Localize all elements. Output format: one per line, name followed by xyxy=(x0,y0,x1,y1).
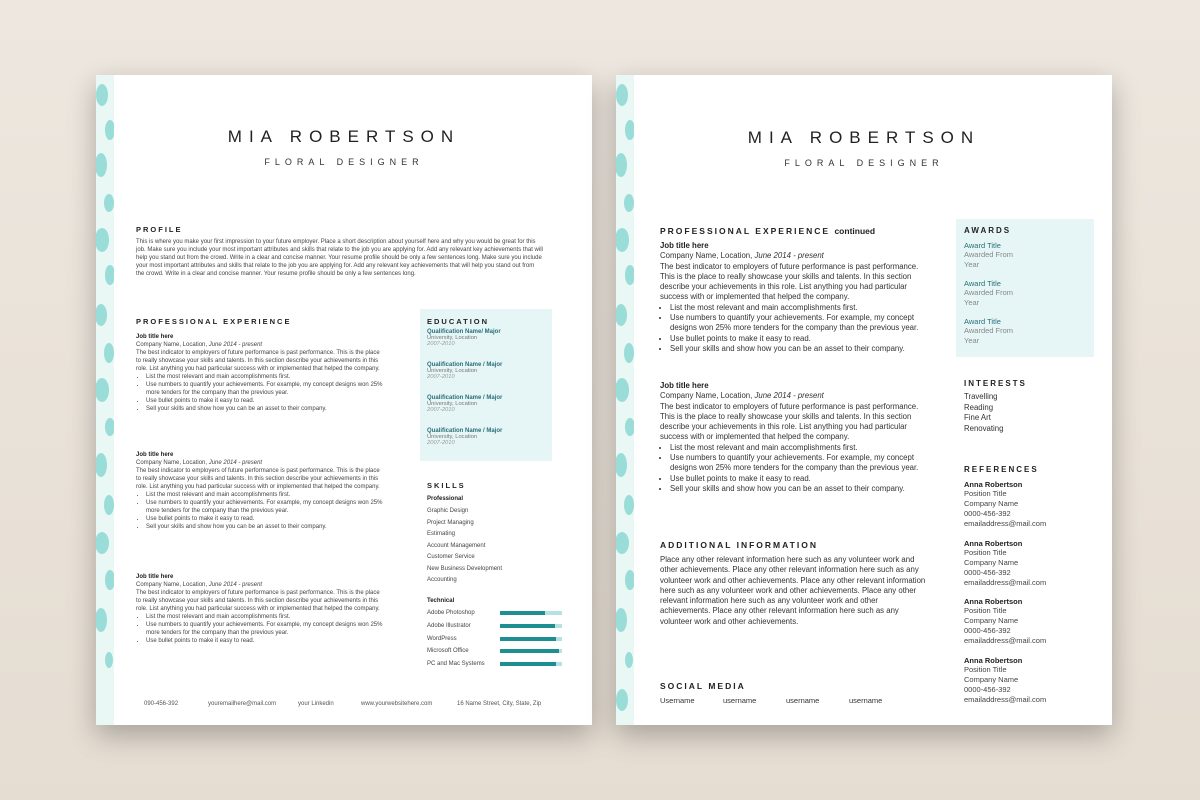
skill-level-bar xyxy=(500,611,562,615)
education-qualification: Qualification Name / Major xyxy=(427,428,503,434)
skill-level-bar xyxy=(500,662,562,666)
job-description: The best indicator to employers of future performance is past performance. This is the place to really showcase your skills and talents. In this section describe your achievements in this role. List anything you had particular success with or implemented that helped the company. xyxy=(136,350,380,372)
job-company-location: Company Name, Location, xyxy=(660,391,755,401)
professional-skill: Accounting xyxy=(427,577,457,583)
education-qualification: Qualification Name/ Major xyxy=(427,329,501,335)
job-company-location: Company Name, Location, xyxy=(136,460,209,466)
award-from: Awarded From xyxy=(964,326,1014,335)
resume-page-2 xyxy=(616,75,1112,725)
footer-address: 16 Name Street, City, State, Zip xyxy=(457,701,542,707)
skill-level-bar xyxy=(500,624,562,628)
education-years: 2007-2010 xyxy=(427,374,455,380)
professional-skill: New Business Development xyxy=(427,565,503,572)
job-bullet: • Use bullet points to make it easy to read. xyxy=(670,474,932,484)
resume-page-1 xyxy=(96,75,592,725)
education-years: 2007-2010 xyxy=(427,407,455,413)
resume-title: FLORAL DESIGNER xyxy=(264,157,424,167)
job-description: The best indicator to employers of future performance is past performance. This is the place to really showcase your skills and talents. In this section describe your achievements in this role. List anything you had particular success with or implemented that helped the company. xyxy=(136,590,380,612)
social-media-handle[interactable]: username xyxy=(849,696,883,705)
reference-company: Company Name xyxy=(964,499,1019,508)
reference-email[interactable]: emailaddress@mail.com xyxy=(964,694,1047,704)
footer-linkedin[interactable]: your Linkedin xyxy=(298,701,334,707)
interests-heading: INTERESTS xyxy=(964,379,1027,388)
award-from: Awarded From xyxy=(964,250,1014,259)
references-heading: REFERENCES xyxy=(964,465,1039,474)
job-bullet: • Sell your skills and show how you can be an asset to their company. xyxy=(146,523,384,531)
job-bullet: • Use numbers to quantify your achievements. For example, my concept designs won 25% more tenders for the company than the previous year. xyxy=(146,621,384,637)
reference-name: Anna Robertson xyxy=(964,538,1023,548)
job-bullet: • Sell your skills and show how you can be an asset to their company. xyxy=(670,484,932,494)
reference-company: Company Name xyxy=(964,557,1019,567)
job-bullets xyxy=(660,443,932,494)
experience-heading: PROFESSIONAL EXPERIENCE xyxy=(660,226,831,236)
skill-level-fill xyxy=(500,637,556,641)
profile-text: This is where you make your first impression to your future employer. Place a short description about yourself here and why you would be great for this job. Make sure you include your most important attributes and skills that relate to the job you are applying for. Add any relevant key achievements that will help you stand out from the crowd. Write in a clear and concise manner. Your resume profile should be only a few sentences long. Make sure you include your most important attributes and skills that relate to the job you are applying for. Add any relevant key achievements that will help you stand out from the crowd. Write in a clear and concise manner. Your resume profile should be only a few sentences long. xyxy=(136,239,543,277)
professional-skills-label: Professional xyxy=(427,496,464,502)
education-university: University, Location xyxy=(427,401,478,407)
awards-heading: AWARDS xyxy=(964,226,1012,235)
skill-level-fill xyxy=(500,611,545,615)
technical-skill: WordPress xyxy=(427,635,457,642)
education-item xyxy=(427,362,502,380)
job-entry xyxy=(660,381,932,494)
job-bullets xyxy=(660,303,932,354)
job-bullet: • Use numbers to quantify your achievements. For example, my concept designs won 25% more tenders for the company than the previous year. xyxy=(146,381,384,397)
interest-item: Renovating xyxy=(964,423,1004,433)
education-qualification: Qualification Name / Major xyxy=(427,362,503,368)
experience-heading: PROFESSIONAL EXPERIENCE xyxy=(136,317,292,326)
job-entry xyxy=(136,451,384,531)
job-bullet: • Use bullet points to make it easy to read. xyxy=(146,637,384,645)
education-box xyxy=(420,309,552,461)
watercolor-leaf-stripe xyxy=(96,75,114,725)
additional-info-text: Place any other relevant information here such as any volunteer work and other achievements. Place any other relevant information here such as any volunteer work and other achievements. Place any other relevant information here such as any volunteer work and other achievements. Place any other relevant information here such as any volunteer work and other achievements. Place any other relevant information here such as any volunteer work and other achievements. xyxy=(660,555,926,626)
professional-skill: Project Managing xyxy=(427,519,474,526)
awards-box xyxy=(956,219,1094,357)
skills-heading: SKILLS xyxy=(427,481,466,490)
job-company xyxy=(136,459,384,467)
reference-phone: 0000-456-392 xyxy=(964,509,1011,518)
education-item xyxy=(427,395,502,413)
technical-skill: Microsoft Office xyxy=(427,648,469,655)
reference-email[interactable]: emailaddress@mail.com xyxy=(964,519,1047,528)
professional-skill: Estimating xyxy=(427,531,456,537)
job-bullet: • List the most relevant and main accomplishments first. xyxy=(146,613,384,621)
job-bullet: • Use numbers to quantify your achievements. For example, my concept designs won 25% more tenders for the company than the previous year. xyxy=(670,453,932,474)
continued-label: continued xyxy=(834,226,876,236)
job-bullets xyxy=(136,613,384,645)
reference-item xyxy=(964,656,1046,705)
reference-item xyxy=(964,597,1046,646)
social-media-handle[interactable]: username xyxy=(786,696,820,705)
job-bullet: • List the most relevant and main accomplishments first. xyxy=(146,491,384,499)
award-item xyxy=(964,279,1013,308)
skill-level-bar xyxy=(500,637,562,641)
education-university: University, Location xyxy=(427,335,478,341)
job-dates: June 2014 - present xyxy=(754,251,824,261)
interest-item: Travelling xyxy=(964,392,998,401)
job-bullets xyxy=(136,491,384,531)
job-dates: June 2014 - present xyxy=(208,342,263,348)
job-company-location: Company Name, Location, xyxy=(136,342,209,348)
professional-skill: Graphic Design xyxy=(427,508,469,514)
skill-level-bar xyxy=(500,649,562,653)
interest-item: Fine Art xyxy=(964,413,991,422)
job-company xyxy=(136,341,384,349)
social-media-heading: SOCIAL MEDIA xyxy=(660,681,746,691)
job-bullet: • Sell your skills and show how you can be an asset to their company. xyxy=(670,344,932,354)
award-year: Year xyxy=(964,298,980,307)
technical-skill: Adobe Illustrator xyxy=(427,622,471,629)
profile-heading: PROFILE xyxy=(136,225,183,234)
job-title: Job title here xyxy=(136,574,174,580)
job-entry xyxy=(660,241,932,354)
award-title: Award Title xyxy=(964,279,1001,288)
additional-info-heading: ADDITIONAL INFORMATION xyxy=(660,540,818,550)
award-year: Year xyxy=(964,260,980,269)
education-item xyxy=(427,329,501,347)
resume-name: MIA ROBERTSON xyxy=(227,127,461,146)
professional-skill: Customer Service xyxy=(427,554,475,560)
reference-position: Position Title xyxy=(964,547,1007,557)
professional-skill: Account Management xyxy=(427,542,486,549)
reference-item xyxy=(964,480,1046,529)
experience-continued-heading xyxy=(660,226,875,236)
job-description: The best indicator to employers of future performance is past performance. This is the place to really showcase your skills and talents. In this section describe your achievements in this role. List anything you had particular success with or implemented that helped the company. xyxy=(136,468,380,490)
award-title: Award Title xyxy=(964,317,1001,326)
education-qualification: Qualification Name / Major xyxy=(427,395,503,401)
job-company-location: Company Name, Location, xyxy=(660,251,755,261)
reference-email[interactable]: emailaddress@mail.com xyxy=(964,636,1047,645)
job-bullet: • List the most relevant and main accomplishments first. xyxy=(670,303,932,313)
job-entry xyxy=(136,333,384,413)
footer-phone: 090-456-392 xyxy=(144,701,179,707)
job-bullet: • Use numbers to quantify your achievements. For example, my concept designs won 25% more tenders for the company than the previous year. xyxy=(670,313,932,334)
education-years: 2007-2010 xyxy=(427,341,455,347)
education-heading: EDUCATION xyxy=(427,317,490,326)
footer-email[interactable]: youremailhere@mail.com xyxy=(208,701,277,707)
reference-item xyxy=(964,539,1046,588)
job-entry xyxy=(136,573,384,645)
job-description: The best indicator to employers of future performance is past performance. This is the place to really showcase your skills and talents. In this section describe your achievements in this role. List anything you had particular success with or implemented that helped the company. xyxy=(660,401,919,442)
technical-skill: Adobe Photoshop xyxy=(427,610,475,616)
job-bullet: • Use bullet points to make it easy to read. xyxy=(146,515,384,523)
reference-company: Company Name xyxy=(964,674,1019,684)
education-item xyxy=(427,428,502,446)
footer-website[interactable]: www.yourwebsitehere.com xyxy=(361,701,433,707)
award-item xyxy=(964,317,1013,346)
job-dates: June 2014 - present xyxy=(208,582,263,588)
reference-position: Position Title xyxy=(964,664,1007,674)
job-bullets xyxy=(136,373,384,413)
job-title: Job title here xyxy=(136,452,174,458)
job-dates: June 2014 - present xyxy=(754,391,824,401)
skill-level-fill xyxy=(500,624,555,628)
resume-title: FLORAL DESIGNER xyxy=(784,158,944,168)
job-title: Job title here xyxy=(660,381,709,390)
education-years: 2007-2010 xyxy=(427,440,455,446)
reference-name: Anna Robertson xyxy=(964,480,1023,489)
reference-name: Anna Robertson xyxy=(964,655,1023,665)
reference-position: Position Title xyxy=(964,489,1007,498)
reference-email[interactable]: emailaddress@mail.com xyxy=(964,577,1047,587)
job-bullet: • Use bullet points to make it easy to read. xyxy=(670,334,932,344)
technical-skill: PC and Mac Systems xyxy=(427,661,485,668)
award-year: Year xyxy=(964,336,980,345)
job-bullet: • Use numbers to quantify your achievements. For example, my concept designs won 25% more tenders for the company than the previous year. xyxy=(146,499,384,515)
job-title: Job title here xyxy=(660,241,709,250)
job-title: Job title here xyxy=(136,334,174,340)
reference-position: Position Title xyxy=(964,606,1007,615)
social-media-handle[interactable]: username xyxy=(723,696,757,705)
award-title: Award Title xyxy=(964,241,1001,250)
reference-phone: 0000-456-392 xyxy=(964,684,1011,694)
award-item xyxy=(964,241,1013,270)
job-bullet: • Sell your skills and show how you can be an asset to their company. xyxy=(146,405,384,413)
job-bullet: • List the most relevant and main accomplishments first. xyxy=(146,373,384,381)
watercolor-leaf-stripe xyxy=(616,75,634,725)
reference-phone: 0000-456-392 xyxy=(964,626,1011,635)
reference-company: Company Name xyxy=(964,616,1019,625)
reference-name: Anna Robertson xyxy=(964,597,1023,606)
social-media-handle[interactable]: Username xyxy=(660,696,695,705)
job-company xyxy=(660,251,932,261)
job-company-location: Company Name, Location, xyxy=(136,582,209,588)
skill-level-fill xyxy=(500,662,556,666)
job-dates: June 2014 - present xyxy=(208,460,263,466)
job-company xyxy=(136,581,384,589)
education-university: University, Location xyxy=(427,368,478,374)
reference-phone: 0000-456-392 xyxy=(964,567,1011,577)
education-university: University, Location xyxy=(427,434,478,440)
job-description: The best indicator to employers of future performance is past performance. This is the place to really showcase your skills and talents. In this section describe your achievements in this role. List anything you had particular success with or implemented that helped the company. xyxy=(660,261,919,302)
award-from: Awarded From xyxy=(964,288,1014,297)
technical-skills-label: Technical xyxy=(427,598,455,604)
interest-item: Reading xyxy=(964,402,994,412)
resume-name: MIA ROBERTSON xyxy=(747,128,981,147)
job-company xyxy=(660,391,932,401)
job-bullet: • Use bullet points to make it easy to read. xyxy=(146,397,384,405)
skill-level-fill xyxy=(500,649,559,653)
job-bullet: • List the most relevant and main accomplishments first. xyxy=(670,443,932,453)
